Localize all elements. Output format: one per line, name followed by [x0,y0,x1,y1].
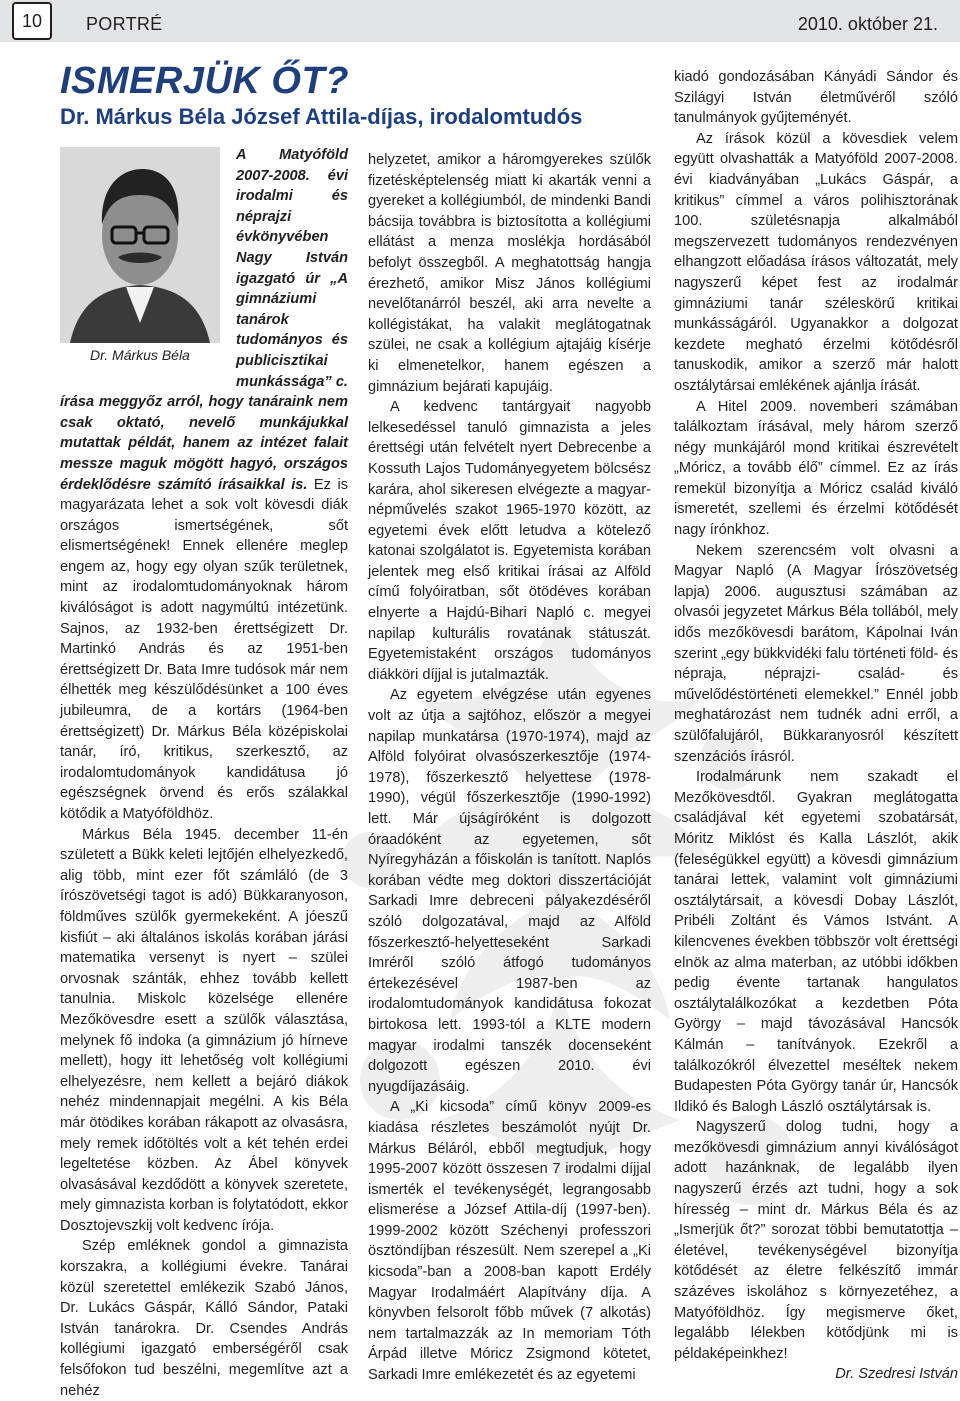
paragraph: Nekem szerencsém volt olvasni a Magyar Napló (A Magyar Írószövetség lapja) 2006. augusztusi számában az olvasói jegyzetet Márkus Béla tollából, mely idős mezőkövesdi barátom, Kápolnai Iván szerint „egy bükkvidéki falu történeti föld- és népraja, néprajzi- család- és művelődéstörténeti elemekkel.” Ennél jobb meghatározást nem tudnék adni erről, a szülőfalujáról, Bükkaranyosról készített szenzációs írásról. [674,542,958,765]
paragraph: Márkus Béla 1945. december 11-én született a Bükk keleti lejtőjén elhelyezkedő, alig több, mint ezer főt számláló (de 3 írószövetségi tagot is adó) Bükkaranyoson, földműves szülők gyermekeként. A jóeszű kisfiút – aki általános iskolás korában járási matematika versenyt is nyert – szülei orvosnak szánták, ehhez tovább kellett tanulnia. Miskolc közelsége ellenére Mezőkövesdre esett a szülők választása, melynek fő indoka (a gimnázium jó hírneve mellett), hogy itt lehetőség volt kollégiumi elhelyezésre, nem kellett a bejáró diákok nehéz mindennapjait megélni. A kis Béla már ötödikes korában rákapott az olvasásra, mely remek időtöltés volt a két tehén erdei legeltetése közben. Az Ábel könyvek olvasásával kezdődött a könyvek szeretete, mely gimnazista korban is folytatódott, ekkor Dosztojevszkij volt kedvenc írója. [60,826,348,1234]
lead-continuation: Ez is magyarázata lehet a sok volt kövesdi diák országos ismertségének, sőt elismertségének! Ennek ellenére meglep engem az, hogy egy olyan szűk területnek, mint az irodalomtudományoknak három kiválóságot is adott nagymúltú intézetünk. Sajnos, az 1932-ben érettségizett Dr. Martinkó András és az 1951-ben érettségizett Dr. Bata Imre tudósok már nem élhették meg készülődésünket a 100 éves jubileumra, de a kortárs (1964-ben érettségizett) Dr. Márkus Béla középiskolai tanár, író, kritikus, szerkesztő, az irodalomtudományok kandidátusa jó egészségnek örvend és erős szálakkal kötődik a Matyóföldhöz. [60,476,348,822]
photo-caption: Dr. Márkus Béla [90,347,190,363]
portrait-photo [60,147,224,369]
header-bar [0,0,960,42]
paragraph: Az egyetem elvégzése után egyenes volt az útja a sajtóhoz, először a megyei napilap munkatársa (1970-1974), majd az Alföld folyóirat olvasószerkesztője (1974-1978), főszerkesztő helyettese (1978-1990), végül főszerkesztője (1990-1992) lett. Már újságíróként is dolgozott óraadóként az egyetemen, sőt Nyíregyházán a főiskolán is tanított. Naplós korában védte meg doktori disszertációját Sarkadi Imre debreceni pályakezdéséről szóló dolgozatával, majd az Alföld főszerkesztő-helyetteseként Sarkadi Imréről szóló átfogó tudományos értekezésével 1987-ben az irodalomtudományok kandidátusa fokozat birtokosa lett. 1993-tól a KLTE modern magyar irodalmi tanszék docenseként dolgozott egészen 2010. évi nyugdíjazásáig. [368,687,651,1095]
article-column-3 [674,67,958,1385]
paragraph: A kedvenc tantárgyait nagyobb lelkesedéssel tanuló gimnazista a jeles érettségi után felvételt nyert Debrecenbe a Kossuth Lajos Tudományegyetem bölcsész karára, ahol sikeresen elvégezte a magyar-népművelés szakot 1965-1970 között, az egyetemi évek előtt letudva a kötelező katonai szolgálatot is. Egyetemista korában jelentek meg első kritikai írásai az Alföld című folyóiratban, sőt ötödéves korában elnyerte a Hajdú-Bihari Napló c. megyei napilap kulturális rovatának státuszát. Egyetemistaként országos tudományos diákköri díjjal is jutalmazták. [368,399,651,683]
issue-date: 2010. október 21. [797,14,938,34]
subhead: Dr. Márkus Béla József Attila-díjas, irodalomtudós [60,104,583,129]
paragraph: Irodalmárunk nem szakadt el Mezőkövesdtől. Gyakran meglátogatta családjával két egyetemi szobatársát, Móritz Miklóst és Kalla Lászlót, akik (feleségükkel együtt) a kövesdi gimnázium tanárai lettek, valamint volt gimnáziumi osztálytársait, a kövesdi Dobay Lászlót, Pribéli Zoltánt és Vámos Istvánt. A kilencvenes években többször volt érettségi elnök az alma materban, az utóbbi időkben pedig évente tartanak hangulatos osztálytalálkozókat a kezdetben Póta György – majd távozásával Hancsók Kálmán – tanítványok. Ezekről a találkozókról élvezettel meséltek nekem Budapesten Póta György tanár úr, Hancsók Ildikó és Balogh László osztálytársak is. [674,769,958,1115]
paragraph: Szép emléknek gondol a gimnazista korszakra, a kollégiumi évekre. Tanárai közül szeretettel emlékezik Szabó János, Dr. Lukács Gáspár, Kálló Sándor, Pataki István tanárokra. Dr. Csendes András kollégiumi igazgató emberségéről csak felsőfokon tud beszélni, megemlítve azt a nehéz [60,1238,348,1399]
paragraph: kiadó gondozásában Kányádi Sándor és Szilágyi István életművéről szóló tanulmányok gyűjteményét. [674,69,958,127]
portrait-illustration [60,147,220,343]
paragraph: Nagyszerű dolog tudni, hogy a mezőkövesdi gimnázium annyi kiválóságot adott hazánknak, de legalább ilyen nagyszerű érzés azt tudni, hogy a sok híresség – mint dr. Márkus Béla és az „Ismerjük őt?” sorozat többi bemutatottja – életével, tevékenységével bizonyítja kötődését az életre felkészítő immár százéves iskolához s környezetéhez, a Matyóföldhöz. Így megismerve őket, legalább lélekben kötődjünk mi is példaképeinkhez! [674,1119,958,1362]
portrait-image [60,147,220,343]
lead-paragraph: A Matyóföld 2007-2008. évi irodalmi és néprajzi évkönyvében Nagy István igazgató úr „A gimnáziumi tanárok tudományos és publicisztikai munkássága” c. írása meggyőz arról, hogy tanáraink nem csak oktató, nevelő munkájukkal mutattak példát, hanem az intézet falait messze maguk mögött hagyó, országos érdeklődésre számító írásaikkal is. [60,147,348,493]
article-column-2 [368,150,651,1386]
paragraph: A Hitel 2009. novemberi számában találkoztam írásával, mely három szerző négy munkájáról mond kritikai észrevételt „Móricz, a tovább élő” címmel. Ez az írás remekül bizonyítja a Móricz család kiváló ismeretét, szellemi és érzelmi kötődését nagy írónkhoz. [674,398,958,539]
section-label: PORTRÉ [86,14,163,34]
headline: ISMERJÜK ŐT? [60,60,349,102]
paragraph: Az írások közül a kövesdiek velem együtt olvashatták a Matyóföld 2007-2008. évi kiadványában „Lukács Gáspár, a kritikus” címmel a város polihisztorának 100. születésnapja alkalmából megszervezett tudományos rendezvényen elhangzott előadása írásos változatát, mely nagyszerű képet fest az irodalmár gimnáziumi tanár széleskörű kritikai munkásságáról. Ugyanakkor a dolgozat kezdete megható érzelmi kötődésről tanuskodik, amikor a szerző már halott osztálytársai emlékének ajánlja írását. [674,130,958,394]
page-number: 10 [12,2,52,40]
paragraph: helyzetet, amikor a háromgyerekes szülők fizetésképtelenség miatt ki akarták venni a gyereket a kollégiumból, de mindenki Bandi bácsija továbbra is biztosította a kollégiumi ellátást a menza moslékja hordásából befolyt összegből. A meghatottság hangja érezhető, amikor Misz János kollégiumi nevelőtanárról beszél, aki arra nevelte a kollégistákat, ha valakit meglátogatnak szülei, ne csak a kollégium ajtajáig kísérje ki elmenetelkor, hanem egészen a gimnázium bejárati kapujáig. [368,152,651,395]
paragraph: A „Ki kicsoda” című könyv 2009-es kiadása részletes beszámolót nyújt Dr. Márkus Béláról, ebből megtudjuk, hogy 1995-2007 között összesen 7 irodalmi díjjal ismerték el tevékenységét, legrangosabb elismerése a József Attila-díj (1997-ben). 1999-2002 között Széchenyi professzori ösztöndíjban részesült. Nem szerepel a „Ki kicsoda”-ban a 2008-ban kapott Erdély Magyar Irodalmáért Alapítvány díja. A könyvben felsorolt főbb művek (7 alkotás) nem tartalmazzák az In memoriam Tóth Árpád illetve Móricz Zsigmond kötetet, Sarkadi Imre emlékezetét és az egyetemi [368,1099,651,1384]
author-signature: Dr. Szedresi István [835,1366,958,1383]
article-column-1 [60,145,348,1401]
